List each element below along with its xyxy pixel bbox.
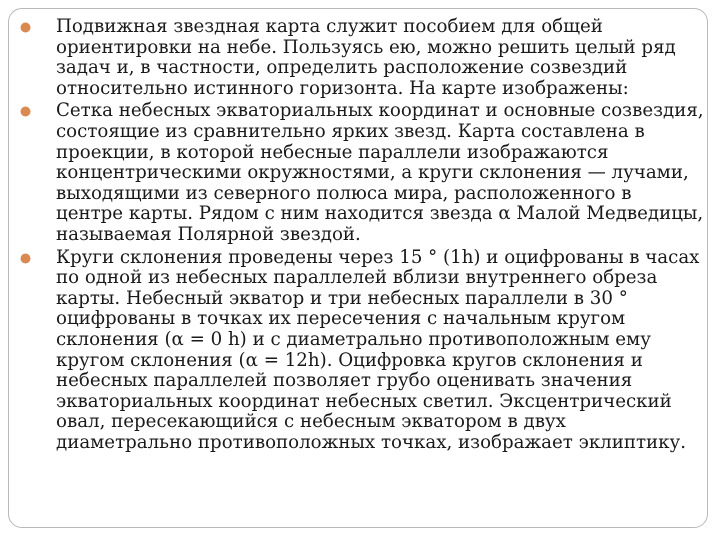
paragraph-text: Круги склонения проведены через 15 ° (1h) и оцифрованы в часах по одной из небесных параллелей вблизи внутреннего обреза карты. Небесный экватор и три небесных параллели в 30 ° оцифрованы в точках их пересечения с начальным кругом склонения (α = 0 h) и с диаметрально противоположным ему кругом склонения (α = 12h). Оцифровка кругов склонения и небесных параллелей позволяет грубо оценивать значения экваториальных координат небесных светил. Эксцентрический овал, пересекающийся с небесным экватором в двух диаметрально противоположных точках, изображает эклиптику. — [56, 246, 700, 453]
bullet-paragraph-2 — [20, 101, 704, 245]
bullet-icon — [20, 253, 31, 264]
bullet-paragraph-1 — [20, 17, 704, 99]
bullet-paragraph-3 — [20, 248, 704, 454]
bullet-icon — [20, 106, 31, 117]
paragraph-text: Сетка небесных экваториальных координат и основные созвездия, состоящие из сравнительно ярких звезд. Карта составлена в проекции, в которой небесные параллели изображаются концентрическими окружностями, а круги склонения — лучами, выходящими из северного полюса мира, расположенного в центре карты. Рядом с ним находится звезда α Малой Медведицы, называемая Полярной звездой. — [56, 100, 704, 245]
bullet-icon — [20, 22, 31, 33]
paragraph-text: Подвижная звездная карта служит пособием для общей ориентировки на небе. Пользуясь ею, можно решить целый ряд задач и, в частности, определить расположение созвездий относительно истинного горизонта. На карте изображены: — [56, 16, 676, 99]
text-body — [20, 17, 704, 453]
